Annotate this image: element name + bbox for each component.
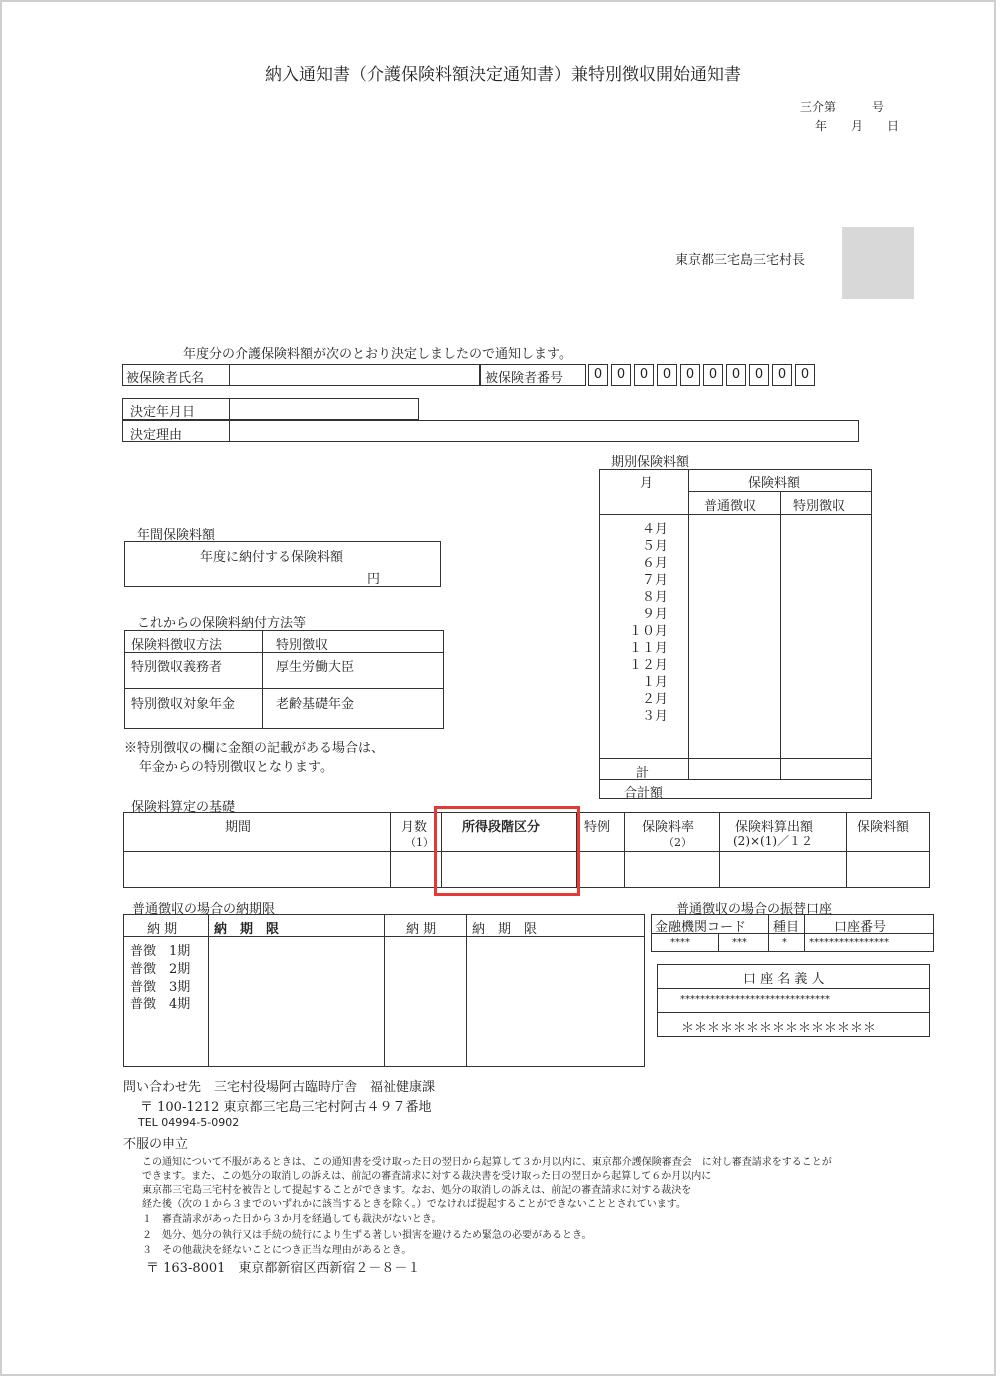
grand-total-label: 合計額 xyxy=(624,786,664,801)
decision-reason-label: 決定理由 xyxy=(130,428,183,443)
basis-col-rate: 保険料率 xyxy=(642,820,695,835)
amount-header: 保険料額 xyxy=(748,476,801,491)
deadlines-col-term: 納 期 xyxy=(147,922,178,937)
payment-method-label: 特別徴収対象年金 xyxy=(131,697,236,712)
document-title: 納入通知書（介護保険料額決定通知書）兼特別徴収開始通知書 xyxy=(265,65,741,85)
basis-heading: 保険料算定の基礎 xyxy=(131,800,236,815)
deadline-term: 普徴 4期 xyxy=(130,997,191,1012)
month-label: １０月 xyxy=(628,624,668,639)
income-bracket-header: 所得段階区分 xyxy=(462,820,541,835)
bank-branch-value: *** xyxy=(732,937,747,948)
bank-col-account: 口座番号 xyxy=(834,920,887,935)
decision-date-label: 決定年月日 xyxy=(130,405,196,420)
appeal-text-line: ３ その他裁決を経ないことにつき正当な理由があるとき。 xyxy=(142,1245,412,1256)
income-bracket-highlight xyxy=(434,806,580,896)
insured-number-label: 被保険者番号 xyxy=(485,371,564,386)
deadlines-col-term: 納 期 xyxy=(406,922,437,937)
bank-col-type: 種目 xyxy=(773,920,800,935)
month-label: ９月 xyxy=(641,607,668,622)
account-holder-label: 口 座 名 義 人 xyxy=(743,972,825,987)
basis-col-rate-sub: （2） xyxy=(663,836,692,849)
official-seal xyxy=(842,227,914,299)
basis-col-calc-sub: (2)×(1)／１２ xyxy=(733,834,814,848)
bank-account-value: **************** xyxy=(809,937,889,948)
month-label: ８月 xyxy=(641,590,668,605)
intro-text: 年度分の介護保険料額が次のとおり決定しましたので通知します。 xyxy=(183,347,572,362)
bank-col-code: 金融機関コード xyxy=(655,920,747,935)
month-label: ３月 xyxy=(641,709,668,724)
deadline-term: 普徴 1期 xyxy=(130,944,191,959)
period-table-heading: 期別保険料額 xyxy=(611,455,690,470)
appeal-text-line: できます。また、この処分の取消しの訴えは、前記の審査請求に対する裁決書を受け取った日の翌日から起算して６か月以内に xyxy=(142,1171,712,1182)
special-collection-note: ※特別徴収の欄に金額の記載がある場合は、 xyxy=(124,741,385,756)
special-collection-note: 年金からの特別徴収となります。 xyxy=(139,760,333,775)
basis-col-period: 期間 xyxy=(225,820,252,835)
insured-name-label: 被保険者氏名 xyxy=(126,371,205,386)
payment-method-heading: これからの保険料納付方法等 xyxy=(137,616,307,631)
bank-type-value: * xyxy=(782,937,787,948)
insured-digit: 0 xyxy=(795,364,815,386)
payment-method-label: 特別徴収義務者 xyxy=(131,660,223,675)
appeal-address: 〒 163-8001 東京都新宿区西新宿２－８－１ xyxy=(146,1261,421,1276)
contact-label: 問い合わせ先 三宅村役場阿古臨時庁舎 福祉健康課 xyxy=(123,1080,436,1095)
month-label: ６月 xyxy=(641,556,668,571)
deadlines-col-deadline: 納 期 限 xyxy=(214,922,280,937)
appeal-text-line: １ 審査請求があった日から３か月を経過しても裁決がないとき。 xyxy=(142,1214,442,1225)
month-label: １２月 xyxy=(628,658,668,673)
document-number: 三介第 号 xyxy=(800,100,885,114)
basis-col-amount: 保険料額 xyxy=(857,820,910,835)
appeal-text-line: 東京都三宅島三宅村を被告として提起することができます。なお、処分の取消しの訴えは、前記の審査請求に対する裁決を xyxy=(142,1185,692,1196)
month-label: １１月 xyxy=(628,641,668,656)
month-label: １月 xyxy=(641,675,668,690)
basis-col-months-sub: （1） xyxy=(405,836,434,849)
account-holder-value: ＊＊＊＊＊＊＊＊＊＊＊＊＊＊＊ xyxy=(681,1021,877,1036)
insured-digit: 0 xyxy=(703,364,723,386)
insured-digit: 0 xyxy=(749,364,769,386)
deadlines-heading: 普通徴収の場合の納期限 xyxy=(132,902,276,917)
issuer-name: 東京都三宅島三宅村長 xyxy=(675,253,806,268)
payment-method-value: 特別徴収 xyxy=(276,638,329,653)
account-holder-value: ****************************** xyxy=(680,994,830,1005)
appeal-text-line: この通知について不服があるときは、この通知書を受け取った日の翌日から起算して３か月以内に、東京都介護保険審査会 に対し審査請求をすることが xyxy=(142,1157,832,1168)
basis-col-special: 特例 xyxy=(584,820,611,835)
decision-reason-box xyxy=(122,420,859,442)
insured-digit: 0 xyxy=(680,364,700,386)
bank-heading: 普通徴収の場合の振替口座 xyxy=(676,902,833,917)
month-label: ５月 xyxy=(641,539,668,554)
appeal-text-line: ２ 処分、処分の執行又は手続の続行により生ずる著しい損害を避けるため緊急の必要があるとき。 xyxy=(142,1230,592,1241)
normal-collection-header: 普通徴収 xyxy=(704,499,757,514)
appeal-text-line: 経た後（次の１から３までのいずれかに該当するときを除く。）でなければ提起することができないこととされています。 xyxy=(142,1199,686,1210)
annual-heading: 年間保険料額 xyxy=(137,528,216,543)
basis-col-calc: 保険料算出額 xyxy=(735,820,814,835)
insured-digit: 0 xyxy=(634,364,654,386)
contact-tel: TEL 04994-5-0902 xyxy=(138,1116,240,1129)
payment-method-value: 厚生労働大臣 xyxy=(276,660,355,675)
special-collection-header: 特別徴収 xyxy=(793,499,846,514)
month-label: ２月 xyxy=(641,692,668,707)
appeal-heading: 不服の申立 xyxy=(123,1137,189,1152)
insured-digit: 0 xyxy=(726,364,746,386)
payment-method-label: 保険料徴収方法 xyxy=(131,638,223,653)
contact-address: 〒 100-1212 東京都三宅島三宅村阿古４９７番地 xyxy=(140,1100,432,1115)
month-header: 月 xyxy=(640,476,654,491)
insured-digit: 0 xyxy=(611,364,631,386)
annual-unit: 円 xyxy=(367,572,381,587)
payment-method-value: 老齢基礎年金 xyxy=(276,697,355,712)
basis-col-months: 月数 xyxy=(401,820,428,835)
insured-digit: 0 xyxy=(772,364,792,386)
insured-digit: 0 xyxy=(657,364,677,386)
month-label: ７月 xyxy=(641,573,668,588)
deadlines-col-deadline: 納 期 限 xyxy=(472,922,538,937)
deadline-term: 普徴 2期 xyxy=(130,962,191,977)
insured-digit: 0 xyxy=(588,364,608,386)
bank-code-value: **** xyxy=(670,937,690,948)
month-label: ４月 xyxy=(641,522,668,537)
annual-text: 年度に納付する保険料額 xyxy=(200,550,344,565)
document-date: 年 月 日 xyxy=(815,119,900,133)
deadline-term: 普徴 3期 xyxy=(130,980,191,995)
total-label: 計 xyxy=(636,766,650,781)
